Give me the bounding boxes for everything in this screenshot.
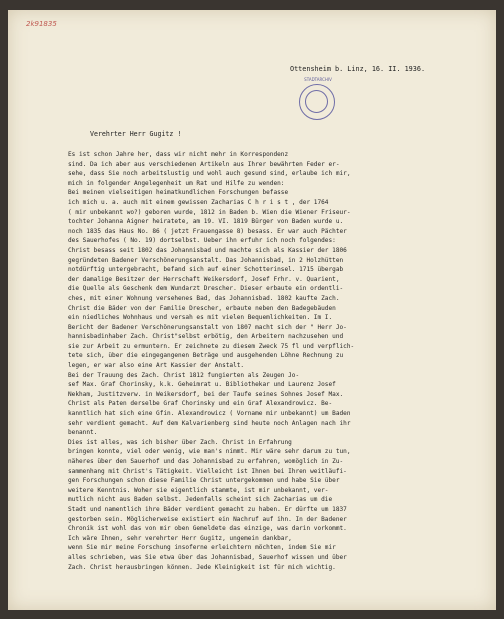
- text-line: bringen konnte, viel oder wenig, wie man's nimmt. Mir wäre sehr darum zu tun,: [68, 448, 351, 456]
- text-line: tochter Johanna Aigner heiratete, am 19. VI. 1819 Bürger von Baden wurde u.: [68, 218, 344, 226]
- text-line: die Quelle als Geschenk dem Wundarzt Drescher. Dieser erbaute ein ordentli-: [68, 285, 344, 293]
- text-line: Dies ist alles, was ich bisher über Zach. Christ in Erfahrung: [68, 438, 292, 446]
- text-line: gestorben sein. Möglicherweise existiert ein Nachruf auf ihn. In der Badener: [68, 515, 347, 523]
- text-line: Stadt und namentlich ihre Bäder verdient gemacht zu haben. Er dürfte um 1837: [68, 505, 347, 513]
- text-line: legen, er war also eine Art Kassier der Anstalt.: [68, 362, 245, 370]
- text-line: sind. Da ich aber aus verschiedenen Artikeln aus Ihrer bewährten Feder er-: [68, 160, 340, 168]
- text-line: sef Max. Graf Chorinsky, k.k. Geheimrat u. Bibliothekar und Laurenz Josef: [68, 381, 336, 389]
- text-line: noch 1835 das Haus No. 86 ( jetzt Frauengasse 8) besass. Er war auch Pächter: [68, 227, 347, 235]
- stamp-text: STADTARCHIV: [304, 77, 332, 82]
- text-line: gen Forschungen schon diese Familie Christ untergekommen und habe Sie über: [68, 477, 340, 485]
- text-line: Christ als Paten derselbe Graf Chorinsky und ein Graf Alexandrowicz. Be-: [68, 400, 333, 408]
- text-line: ches, mit einer Wohnung versehenes Bad, das Johannisbad. 1802 kaufte Zach.: [68, 294, 340, 302]
- text-line: sie zur Arbeit zu ermuntern. Er zeichnete zu diesem Zweck 75 fl und verpflich-: [68, 342, 355, 350]
- text-line: gegründeten Badener Verschönerungsanstalt. Das Johannisbad, in 2 Holzhütten: [68, 256, 344, 264]
- text-line: kanntlich hat sich eine Gfin. Alexandrowicz ( Vorname mir unbekannt) um Baden: [68, 410, 351, 418]
- text-line: ein niedliches Wohnhaus und versah es mit vielen Bequemlichkeiten. Im I.: [68, 314, 333, 322]
- text-line: Es ist schon Jahre her, dass wir nicht mehr in Korrespondenz: [68, 151, 289, 158]
- text-line: Christ besass seit 1802 das Johannisbad und machte sich als Kassier der 1806: [68, 246, 347, 254]
- archive-stamp: [299, 77, 335, 120]
- text-line: benannt.: [68, 429, 98, 437]
- letter-page: [8, 10, 496, 610]
- text-line: des Sauerhofes ( No. 19) dortselbst. Ueber ihn erfuhr ich noch folgendes:: [68, 237, 336, 245]
- text-line: Bericht der Badener Verschönerungsanstalt von 1807 macht sich der " Herr Jo-: [68, 323, 347, 331]
- text-line: mich in folgender Angelegenheit um Rat und Hilfe zu wenden:: [68, 179, 285, 187]
- text-line: näheres über den Sauerhof und das Johannisbad zu erfahren, womöglich in Zu-: [68, 458, 344, 465]
- text-line: Bei meinen vielseitigen heimatkundlichen Forschungen befasse: [68, 189, 289, 197]
- text-line: hannisbadinhaber Zach. Christ"selbst erbötig, den Arbeitern nachzusehen und: [68, 333, 344, 341]
- text-line: Nekham, Justitzverw. in Weikersdorf, bei der Taufe seines Sohnes Josef Max.: [68, 390, 344, 398]
- text-line: Christ die Bäder von der Familie Drescher, erbaute neben den Badegebäuden: [68, 304, 336, 312]
- text-line: ich mich u. a. auch mit einem gewissen Zacharias C h r i s t , der 1764: [68, 198, 329, 206]
- text-line: mutlich nicht aus Baden selbst. Jedenfalls scheint sich Zacharias um die: [68, 496, 333, 504]
- salutation: Verehrter Herr Gugitz !: [90, 130, 182, 138]
- text-line: ( mir unbekannt wo?) geboren wurde, 1812 in Baden b. Wien die Wiener Friseur-: [68, 208, 351, 216]
- text-line: Chronik ist wohl das von mir oben Gemeldete das einzige, was darin vorkommt.: [68, 525, 347, 533]
- text-line: tete sich, über die eingegangenen Beträge und ausgehenden Löhne Rechnung zu: [68, 352, 344, 360]
- text-line: Bei der Trauung des Zach. Christ 1812 fungierten als Zeugen Jo-: [68, 371, 300, 379]
- text-line: Zach. Christ herausbringen können. Jede Kleinigkeit ist für mich wichtig.: [68, 563, 336, 571]
- text-line: notdürftig untergebracht, befand sich auf einer Schotterinsel. 1715 übergab: [68, 266, 344, 274]
- text-line: der damalige Besitzer der Herrschaft Weikersdorf, Josef Frhr. v. Quarient,: [68, 275, 340, 283]
- text-line: alles schrieben, was Sie etwa über das Johannisbad, Sauerhof wissen und über: [68, 553, 347, 561]
- text-line: sehe, dass Sie noch arbeitslustig und wohl auch gesund sind, erlaube ich mir,: [68, 170, 351, 178]
- dateline: Ottensheim b. Linz, 16. II. 1936.: [290, 65, 426, 73]
- text-line: wenn Sie mir meine Forschung insoferne erleichtern möchten, indem Sie mir: [68, 544, 336, 552]
- text-line: sammenhang mit Christ's Tätigkeit. Vielleicht ist Ihnen bei Ihren weitläufi-: [68, 467, 347, 475]
- stamp-inner-ring: [305, 90, 328, 113]
- text-line: weitere Kenntnis. Woher sie eigentlich stammte, ist mir unbekannt, ver-: [68, 486, 329, 494]
- letter-body: [68, 150, 488, 572]
- archive-mark: 2k91835: [26, 20, 57, 28]
- text-line: Ich wäre Ihnen, sehr verehrter Herr Gugitz, ungemein dankbar,: [68, 534, 292, 542]
- text-line: sehr verdient gemacht. Auf dem Kalvarienberg sind heute noch Anlagen nach ihr: [68, 419, 351, 427]
